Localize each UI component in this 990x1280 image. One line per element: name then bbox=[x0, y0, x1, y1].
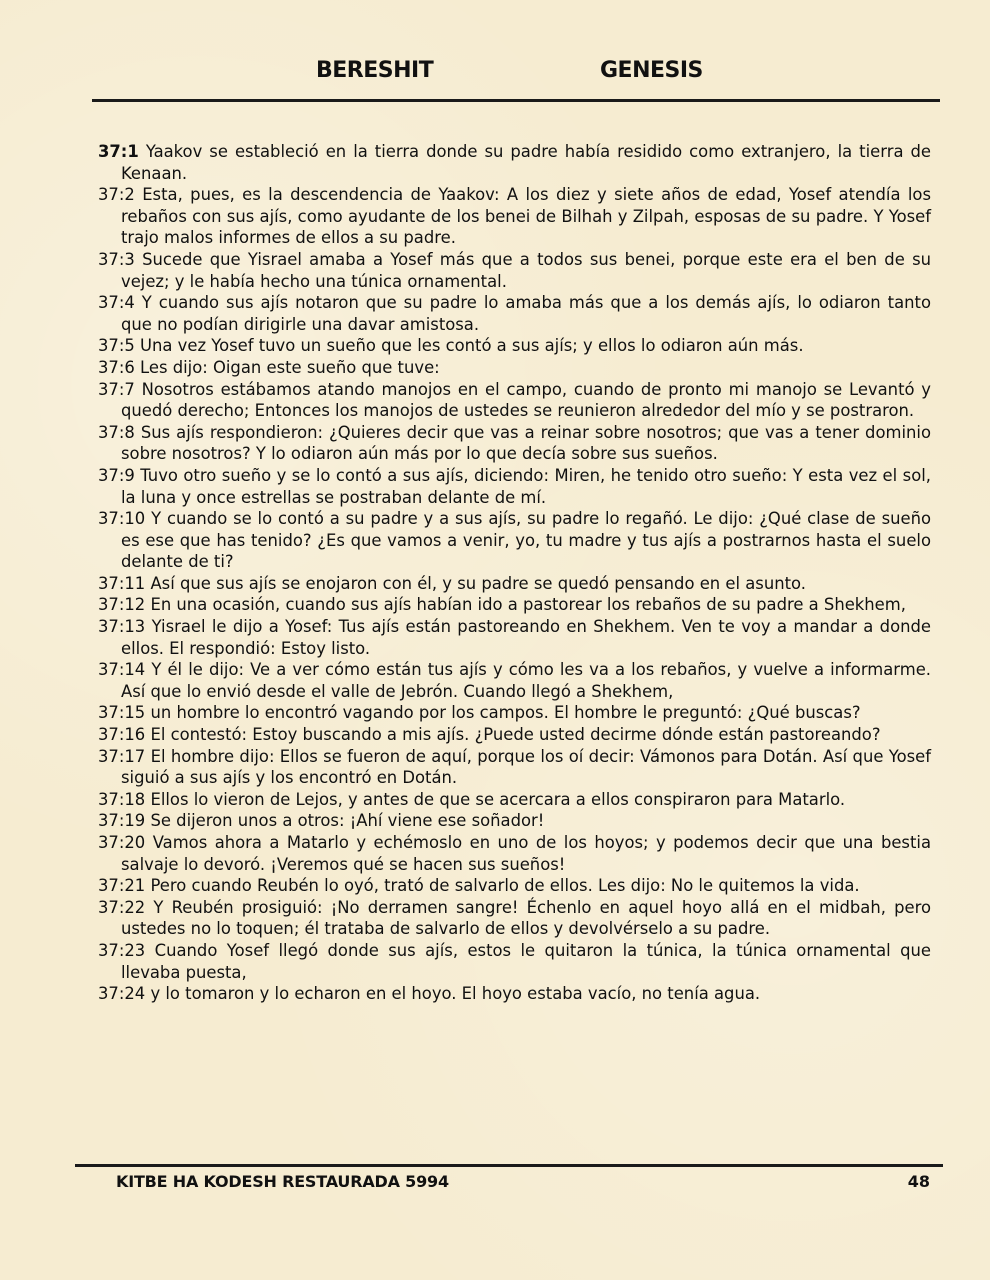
verse-37-18 bbox=[98, 789, 931, 811]
verse-ref: 37:6 bbox=[98, 357, 135, 377]
verse-ref: 37:11 bbox=[98, 573, 146, 593]
verse-37-24 bbox=[98, 983, 931, 1005]
verse-37-4 bbox=[98, 292, 931, 335]
verse-ref: 37:9 bbox=[98, 465, 135, 485]
verse-37-12 bbox=[98, 594, 931, 616]
verse-ref: 37:2 bbox=[98, 185, 135, 205]
verse-37-21 bbox=[98, 875, 931, 897]
verse-text: Esta, pues, es la descendencia de Yaakov: A los diez y siete años de edad, Yosef atendía los rebaños con sus ajís, como ayudante de los benei de Bilhah y Zilpah, esposas de su padre. Y Yosef trajo malos informes de ellos a su padre. bbox=[121, 185, 931, 248]
verse-ref: 37:15 bbox=[98, 703, 146, 723]
verse-ref: 37:18 bbox=[98, 789, 146, 809]
verse-ref: 37:4 bbox=[98, 293, 135, 313]
verse-37-20 bbox=[98, 832, 931, 875]
verse-text: Tuvo otro sueño y se lo contó a sus ajís, diciendo: Miren, he tenido otro sueño: Y esta vez el sol, la luna y once estrellas se postraban delante de mí. bbox=[121, 465, 931, 507]
verse-text: Y Reubén prosiguió: ¡No derramen sangre! Échenlo en aquel hoyo allá en el midbah, pero ustedes no lo toquen; él trataba de salvarlo de ellos y devolvérselo a su padre. bbox=[121, 897, 931, 939]
verse-37-15 bbox=[98, 702, 931, 724]
verse-text: Yisrael le dijo a Yosef: Tus ajís están pastoreando en Shekhem. Ven te voy a mandar a donde ellos. El respondió: Estoy listo. bbox=[121, 617, 931, 658]
page-header bbox=[0, 58, 990, 90]
verse-text: y lo tomaron y lo echaron en el hoyo. El hoyo estaba vacío, no tenía agua. bbox=[150, 984, 761, 1004]
verse-text: Pero cuando Reubén lo oyó, trató de salvarlo de ellos. Les dijo: No le quitemos la vida. bbox=[150, 876, 860, 896]
verse-37-11 bbox=[98, 573, 931, 595]
verse-37-8 bbox=[98, 422, 931, 465]
verse-text: Y él le dijo: Ve a ver cómo están tus ajís y cómo les va a los rebaños, y vuelve a informarme. Así que lo envió desde el valle de Jebrón. Cuando llegó a Shekhem, bbox=[121, 660, 931, 701]
verse-text: un hombre lo encontró vagando por los campos. El hombre le preguntó: ¿Qué buscas? bbox=[150, 703, 861, 723]
verse-ref: 37:21 bbox=[98, 876, 146, 896]
verse-ref: 37:8 bbox=[98, 422, 135, 442]
verse-37-17 bbox=[98, 746, 931, 789]
verse-ref: 37:13 bbox=[98, 617, 146, 637]
page-number: 48 bbox=[907, 1172, 930, 1191]
verse-ref: 37:3 bbox=[98, 249, 135, 269]
verse-text: El hombre dijo: Ellos se fueron de aquí, porque los oí decir: Vámonos para Dotán. Así que Yosef siguió a sus ajís y los encontró en Dotán. bbox=[121, 746, 931, 788]
footer-book-title: KITBE HA KODESH RESTAURADA 5994 bbox=[116, 1172, 449, 1191]
verse-ref: 37:7 bbox=[98, 379, 135, 399]
verse-37-19 bbox=[98, 810, 931, 832]
verse-37-14 bbox=[98, 659, 931, 702]
verse-37-16 bbox=[98, 724, 931, 746]
header-divider bbox=[92, 99, 940, 102]
verse-ref: 37:14 bbox=[98, 660, 146, 680]
verse-list bbox=[98, 141, 931, 1005]
verse-37-3 bbox=[98, 249, 931, 292]
header-title-bereshit: BERESHIT bbox=[316, 58, 434, 83]
verse-ref: 37:24 bbox=[98, 984, 146, 1004]
verse-text: Y cuando sus ajís notaron que su padre lo amaba más que a los demás ajís, lo odiaron tanto que no podían dirigirle una davar amistosa. bbox=[121, 293, 931, 334]
verse-ref: 37:16 bbox=[98, 725, 146, 745]
verse-text: Sus ajís respondieron: ¿Quieres decir que vas a reinar sobre nosotros; que vas a tener dominio sobre nosotros? Y lo odiaron aún más por lo que decía sobre sus sueños. bbox=[121, 422, 931, 464]
verse-text: Cuando Yosef llegó donde sus ajís, estos le quitaron la túnica, la túnica ornamental que llevaba puesta, bbox=[121, 940, 931, 982]
verse-37-6 bbox=[98, 357, 931, 379]
header-title-genesis: GENESIS bbox=[600, 58, 703, 83]
verse-ref: 37:1 bbox=[98, 142, 139, 161]
verse-text: En una ocasión, cuando sus ajís habían ido a pastorear los rebaños de su padre a Shekhem, bbox=[150, 595, 906, 615]
verse-text: Sucede que Yisrael amaba a Yosef más que a todos sus benei, porque este era el ben de su vejez; y le había hecho una túnica ornamental. bbox=[121, 249, 931, 291]
verse-37-23 bbox=[98, 940, 931, 983]
verse-ref: 37:22 bbox=[98, 897, 146, 917]
verse-37-13 bbox=[98, 616, 931, 659]
verse-text: Se dijeron unos a otros: ¡Ahí viene ese soñador! bbox=[150, 811, 545, 831]
verse-ref: 37:10 bbox=[98, 509, 146, 529]
verse-37-10 bbox=[98, 508, 931, 573]
verse-ref: 37:17 bbox=[98, 746, 146, 766]
verse-text: Vamos ahora a Matarlo y echémoslo en uno de los hoyos; y podemos decir que una bestia salvaje lo devoró. ¡Veremos qué se hacen sus sueños! bbox=[121, 833, 931, 874]
verse-text: Y cuando se lo contó a su padre y a sus ajís, su padre lo regañó. Le dijo: ¿Qué clase de sueño es ese que has tenido? ¿Es que vamos a venir, yo, tu madre y tus ajís a postrarnos hasta el suelo delante de ti? bbox=[121, 509, 931, 572]
verse-text: Les dijo: Oigan este sueño que tuve: bbox=[140, 357, 440, 377]
verse-ref: 37:5 bbox=[98, 336, 135, 356]
verse-37-5 bbox=[98, 335, 931, 357]
verse-text: Ellos lo vieron de Lejos, y antes de que se acercara a ellos conspiraron para Matarlo. bbox=[150, 789, 846, 809]
verse-text: Así que sus ajís se enojaron con él, y su padre se quedó pensando en el asunto. bbox=[150, 573, 806, 593]
verse-37-1 bbox=[98, 141, 931, 184]
verse-text: Yaakov se estableció en la tierra donde su padre había residido como extranjero, la tierra de Kenaan. bbox=[121, 142, 931, 183]
verse-37-2 bbox=[98, 184, 931, 249]
verse-ref: 37:19 bbox=[98, 811, 146, 831]
verse-37-22 bbox=[98, 897, 931, 940]
verse-ref: 37:23 bbox=[98, 940, 146, 960]
verse-37-9 bbox=[98, 465, 931, 508]
verse-text: El contestó: Estoy buscando a mis ajís. ¿Puede usted decirme dónde están pastoreando? bbox=[150, 725, 881, 745]
verse-text: Una vez Yosef tuvo un sueño que les contó a sus ajís; y ellos lo odiaron aún más. bbox=[140, 336, 804, 356]
verse-37-7 bbox=[98, 379, 931, 422]
verse-text: Nosotros estábamos atando manojos en el campo, cuando de pronto mi manojo se Levantó y quedó derecho; Entonces los manojos de ustedes se reunieron alrededor del mío y se postraron. bbox=[121, 379, 931, 421]
footer-divider bbox=[75, 1164, 943, 1167]
verse-ref: 37:12 bbox=[98, 595, 146, 615]
verse-ref: 37:20 bbox=[98, 833, 146, 852]
